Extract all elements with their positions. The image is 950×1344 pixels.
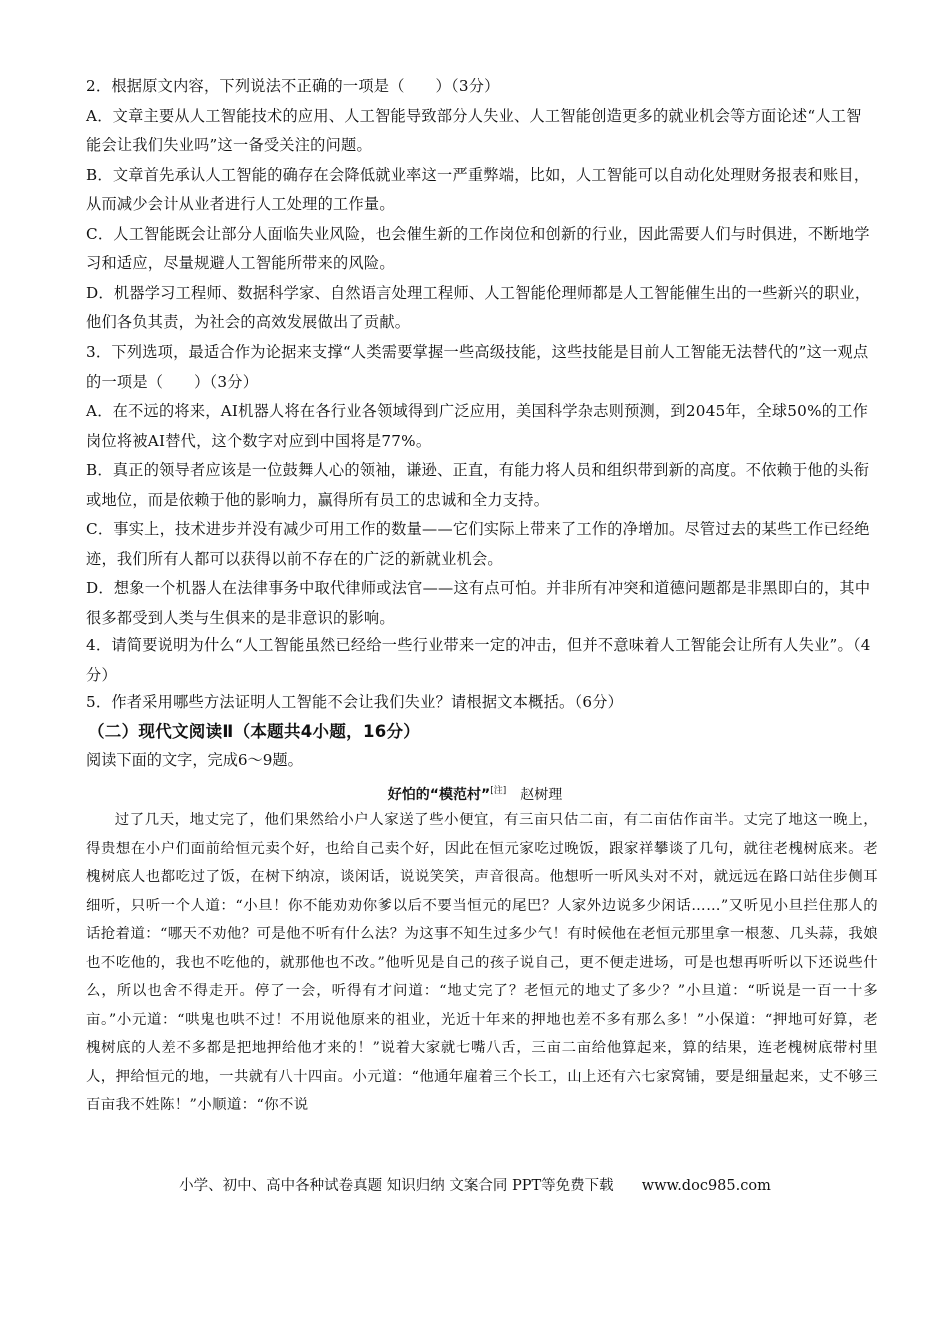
question-5-stem: 5．作者采用哪些方法证明人工智能不会让我们失业？请根据文本概括。（6分） (86, 693, 624, 711)
section-instruction: 阅读下面的文字，完成6～9题。 (86, 751, 303, 769)
question-3-option-b: B．真正的领导者应该是一位鼓舞人心的领袖，谦逊、正直，有能力将人员和组织带到新的高度。不依赖于他的头衔或地位，而是依赖于他的影响力，赢得所有员工的忠诚和全力支持。 (86, 461, 870, 509)
page-footer (0, 1174, 950, 1198)
question-4-stem: 4．请简要说明为什么“人工智能虽然已经给一些行业带来一定的冲击，但并不意味着人工智能会让所有人失业”。（4分） (86, 636, 871, 684)
story-title-line (0, 776, 950, 810)
footer-text: 小学、初中、高中各种试卷真题 知识归纳 文案合同 PPT等免费下载 (179, 1178, 614, 1194)
story-title: 好怕的“模范村” (387, 787, 491, 803)
story-author: 赵树理 (520, 787, 563, 803)
question-2 (86, 72, 876, 338)
question-5 (86, 688, 876, 718)
footnote-mark: [注] (490, 786, 507, 796)
question-2-stem: 2．根据原文内容，下列说法不正确的一项是（ ）（3分） (86, 77, 500, 95)
section-heading: （二）现代文阅读Ⅱ（本题共4小题，16分） (88, 722, 421, 741)
question-3-option-a: A．在不远的将来，AI机器人将在各行业各领域得到广泛应用，美国科学杂志则预测，到2045年，全球50%的工作岗位将被AI替代，这个数字对应到中国将是77%。 (86, 402, 869, 450)
footer-link[interactable]: www.doc985.com (641, 1178, 771, 1194)
story-paragraph: 过了几天，地丈完了，他们果然给小户人家送了些小便宜，有三亩只估二亩，有二亩估作亩半。丈完了地这一晚上，得贵想在小户们面前给恒元卖个好，也给自己卖个好，因此在恒元家吃过晚饭，跟家祥攀谈了几句，就往老槐树底来。老槐树底人也都吃过了饭，在树下纳凉，谈闲话，说说笑笑，声音很高。他想听一听风头对不对，就远远在路口站住步侧耳细听，只听一个人道：“小旦！你不能劝劝你爹以后不要当恒元的尾巴？人家外边说多少闲话……”又听见小旦拦住那人的话抢着道：“哪天不劝他？可是他不听有什么法？为这事不知生过多少气！有时候他在老恒元那里拿一根葱、几头蒜，我娘也不吃他的，我也不吃他的，就那他也不改。”他听见是自己的孩子说自己，更不便走进场，可是也想再听听以下还说些什么，所以也舍不得走开。停了一会，听得有才问道：“地丈完了？老恒元的地丈了多少？”小旦道：“听说是一百一十多亩。”小元道：“哄鬼也哄不过！不用说他原来的祖业，光近十年来的押地也差不多有那么多！”小保道：“押地可好算，老槐树底的人差不多都是把地押给他才来的！”说着大家就七嘴八舌，三亩二亩给他算起来，算的结果，连老槐树底带村里人，押给恒元的地，一共就有八十四亩。小元道：“他通年雇着三个长工，山上还有六七家窝铺，要是细量起来，丈不够三百亩我不姓陈！”小顺道：“你不说 (86, 812, 878, 1113)
question-3 (86, 338, 876, 633)
question-3-option-c: C．事实上，技术进步并没有减少可用工作的数量——它们实际上带来了工作的净增加。尽管过去的某些工作已经绝迹，我们所有人都可以获得以前不存在的广泛的新就业机会。 (86, 520, 870, 568)
question-2-option-c: C．人工智能既会让部分人面临失业风险，也会催生新的工作岗位和创新的行业，因此需要人们与时俱进，不断地学习和适应，尽量规避人工智能所带来的风险。 (86, 224, 870, 272)
question-3-option-d: D．想象一个机器人在法律事务中取代律师或法官——这有点可怕。并非所有冲突和道德问题都是非黑即白的，其中很多都受到人类与生俱来的是非意识的影响。 (86, 579, 871, 627)
question-4 (86, 631, 876, 690)
question-3-stem: 3．下列选项，最适合作为论据来支撑“人类需要掌握一些高级技能，这些技能是目前人工智能无法替代的”这一观点的一项是（ ）（3分） (86, 343, 869, 391)
question-2-option-a: A．文章主要从人工智能技术的应用、人工智能导致部分人失业、人工智能创造更多的就业机会等方面论述“人工智能会让我们失业吗”这一备受关注的问题。 (86, 106, 862, 154)
question-2-option-b: B．文章首先承认人工智能的确存在会降低就业率这一严重弊端，比如，人工智能可以自动化处理财务报表和账目，从而减少会计从业者进行人工处理的工作量。 (86, 165, 870, 213)
question-2-option-d: D．机器学习工程师、数据科学家、自然语言处理工程师、人工智能伦理师都是人工智能催生出的一些新兴的职业，他们各负其责，为社会的高效发展做出了贡献。 (86, 283, 871, 331)
